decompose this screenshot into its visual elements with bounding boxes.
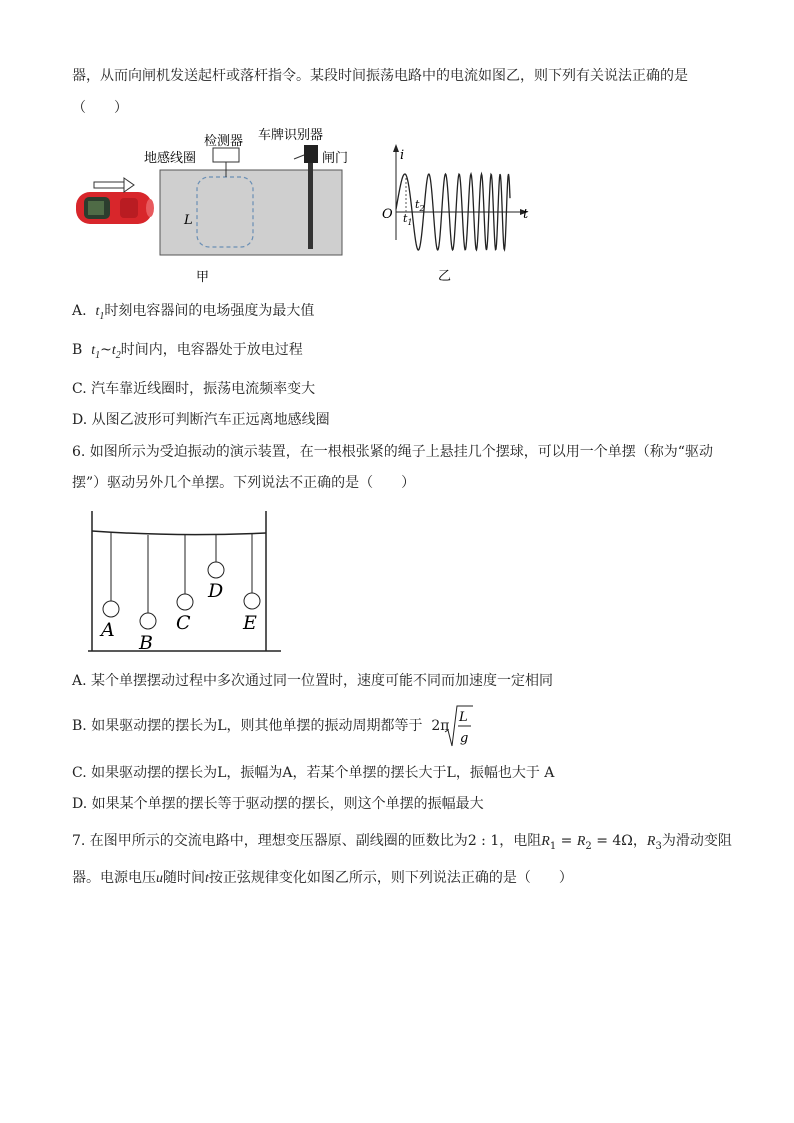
figure-pendulum-apparatus: [86, 505, 286, 657]
pendulum-label-a: A: [101, 619, 115, 641]
pendulum-label-b: B: [139, 632, 153, 654]
pendulum-b: [140, 535, 156, 629]
q5-option-a: A. $t_1$时刻电容器间的电场强度为最大值: [72, 303, 315, 322]
q5-stem-line1: 器，从而向闸机发送起杆或落杆指令。某段时间振荡电路中的电流如图乙，则下列有关说法正确的是: [72, 68, 688, 84]
q5-option-c: C. 汽车靠近线圈时，振荡电流频率变大: [72, 381, 316, 397]
q7-stem-line1: 7. 在图甲所示的交流电路中，理想变压器原、副线圈的匝数比为2 : 1，电阻$R_1 = R_2 = 4\Omega$，$R_3$为滑动变阻: [72, 833, 732, 852]
tension-rope: [92, 531, 266, 535]
pendulum-a: [103, 533, 119, 617]
q5-option-d: D. 从图乙波形可判断汽车正远离地感线圈: [72, 412, 330, 428]
detector-box: [213, 148, 239, 162]
pendulum-d: [208, 534, 224, 578]
t2-label: $t_2$: [415, 198, 425, 213]
gate-barrier: [308, 163, 313, 249]
q6-stem-line2: 摆”）驱动另外几个单摆。下列说法不正确的是（ ）: [72, 475, 416, 491]
pendulum-e: [244, 533, 260, 609]
q6-option-a: A. 某个单摆摆动过程中多次通过同一位置时，速度可能不同而加速度一定相同: [72, 673, 554, 689]
origin-label: O: [382, 207, 393, 222]
svg-text:L: L: [459, 710, 468, 725]
label-gate: 闸门: [322, 151, 349, 166]
axis-t-label: t: [523, 207, 529, 222]
label-L: L: [184, 213, 193, 228]
pendulum-label-e: E: [243, 612, 257, 634]
q5-option-b: B $t_1\sim t_2$时间内，电容器处于放电过程: [72, 342, 303, 361]
sqrt-l-over-g-formula: [444, 704, 474, 750]
label-plate-recognizer: 车牌识别器: [258, 128, 324, 143]
figure-jia: [72, 125, 362, 285]
t1-label: $t_1$: [403, 212, 413, 227]
q6-option-b: B. 如果驱动摆的摆长为L，则其他单摆的振动周期都等于 2π: [72, 718, 450, 734]
pendulum-label-d: D: [208, 580, 224, 602]
svg-text:g: g: [460, 731, 469, 746]
direction-arrow-icon: [94, 178, 134, 192]
caption-jia: 甲: [196, 270, 210, 285]
pendulum-label-c: C: [176, 612, 191, 634]
label-ground-coil: 地感线圈: [144, 151, 197, 166]
label-detector: 检测器: [204, 134, 244, 149]
plate-recognizer: [304, 145, 318, 163]
figure-yi: [378, 140, 538, 285]
q6-option-c: C. 如果驱动摆的摆长为L，振幅为A，若某个单摆的摆长大于L，振幅也大于 A: [72, 765, 555, 781]
q7-stem-line2: 器。电源电压u随时间t按正弦规律变化如图乙所示，则下列说法正确的是（ ）: [72, 870, 573, 886]
q6-stem-line1: 6. 如图所示为受迫振动的演示装置，在一根根张紧的绳子上悬挂几个摆球，可以用一个单摆（称为“驱动: [72, 444, 713, 460]
pendulum-c: [177, 535, 193, 610]
car-icon: [76, 192, 154, 224]
q6-option-d: D. 如果某个单摆的摆长等于驱动摆的摆长，则这个单摆的振幅最大: [72, 796, 484, 812]
axis-i-label: i: [400, 148, 405, 163]
caption-yi: 乙: [438, 269, 452, 284]
q5-answer-paren: （ ）: [72, 100, 128, 116]
